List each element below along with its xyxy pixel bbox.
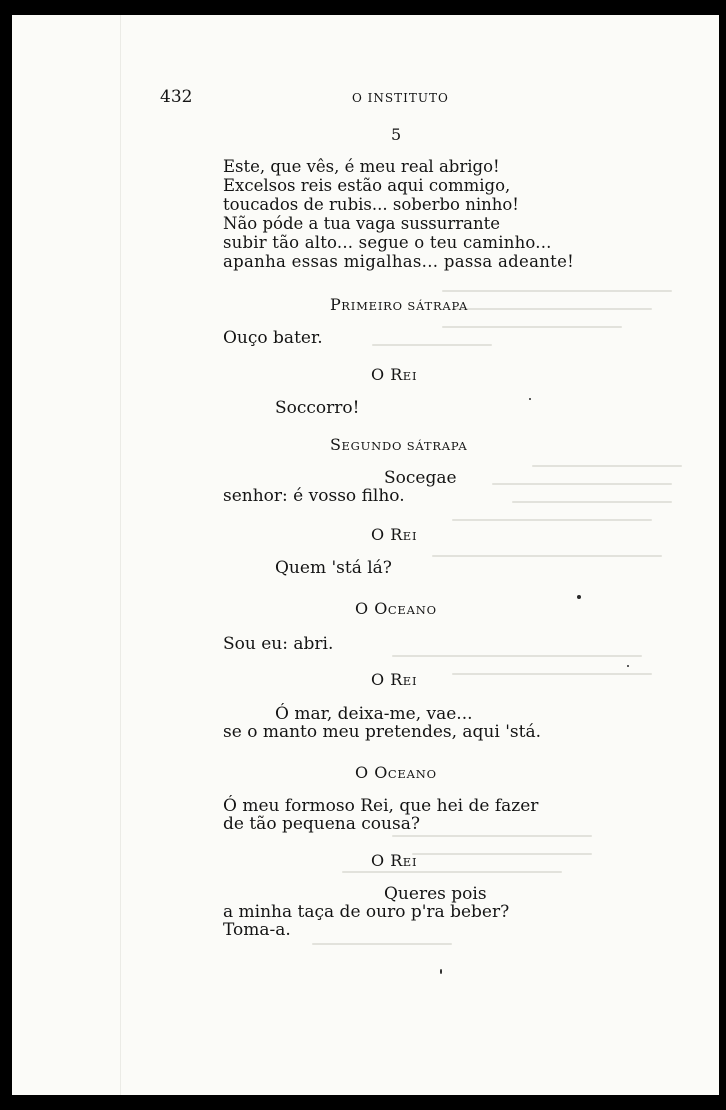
verse-line: apanha essas migalhas... passa adeante!	[223, 252, 575, 271]
speaker-initial: O R	[371, 670, 403, 689]
speaker-smallcaps: RIMEIRO SÁTRAPA	[341, 299, 469, 313]
bleed-through-mark	[512, 501, 672, 503]
dialogue-line: Toma-a.	[223, 920, 291, 940]
speaker-smallcaps: CEANO	[387, 767, 437, 781]
bleed-through-mark	[392, 835, 592, 837]
speaker-o-oceano	[355, 599, 437, 618]
ink-speck	[627, 665, 629, 667]
book-page	[12, 15, 719, 1095]
speaker-primeiro-satrapa	[330, 295, 468, 314]
bleed-through-mark	[442, 290, 672, 292]
ink-speck	[440, 969, 442, 974]
speaker-initial: S	[330, 435, 342, 454]
ink-speck	[529, 398, 531, 400]
page-gutter-shadow	[120, 15, 121, 1095]
speaker-segundo-satrapa	[330, 435, 467, 454]
speaker-smallcaps: EI	[402, 855, 418, 869]
dialogue-line: Socegae	[384, 468, 457, 488]
bleed-through-mark	[342, 871, 562, 873]
dialogue-line: Ó mar, deixa-me, vae...	[275, 704, 473, 724]
speaker-o-rei	[371, 525, 417, 544]
speaker-o-oceano	[355, 763, 437, 782]
dialogue-line: a minha taça de ouro p'ra beber?	[223, 902, 510, 922]
speaker-o-rei	[371, 851, 417, 870]
speaker-o-rei	[371, 670, 417, 689]
speaker-initial: O R	[371, 365, 403, 384]
dialogue-line: Quem 'stá lá?	[275, 558, 392, 578]
section-number: 5	[391, 125, 402, 144]
dialogue-line: Ouço bater.	[223, 328, 323, 348]
speaker-initial: O O	[355, 599, 388, 618]
speaker-initial: P	[330, 295, 342, 314]
dialogue-line: Ó meu formoso Rei, que hei de fazer	[223, 796, 539, 816]
bleed-through-mark	[452, 519, 652, 521]
dialogue-line: senhor: é vosso filho.	[223, 486, 405, 506]
bleed-through-mark	[312, 943, 452, 945]
bleed-through-mark	[392, 655, 642, 657]
dialogue-line: se o manto meu pretendes, aqui 'stá.	[223, 722, 541, 742]
verse-line: toucados de rubis... soberbo ninho!	[223, 195, 519, 214]
speaker-smallcaps: EI	[402, 529, 418, 543]
dialogue-line: Sou eu: abri.	[223, 634, 334, 654]
bleed-through-mark	[442, 326, 622, 328]
bleed-through-mark	[452, 308, 652, 310]
speaker-smallcaps: EI	[402, 369, 418, 383]
page-number: 432	[160, 87, 193, 107]
verse-line: Este, que vês, é meu real abrigo!	[223, 157, 500, 176]
dialogue-line: Queres pois	[384, 884, 487, 904]
speaker-smallcaps: EGUNDO SÁTRAPA	[341, 439, 468, 453]
bleed-through-mark	[452, 673, 652, 675]
speaker-o-rei	[371, 365, 417, 384]
verse-line: Não póde a tua vaga sussurrante	[223, 214, 501, 233]
running-head: O INSTITUTO	[352, 91, 449, 105]
bleed-through-mark	[412, 853, 592, 855]
dialogue-line: Soccorro!	[275, 398, 360, 418]
ink-speck	[577, 595, 581, 599]
speaker-initial: O O	[355, 763, 388, 782]
opening-stanza	[223, 157, 574, 271]
dialogue-line: de tão pequena cousa?	[223, 814, 420, 834]
speaker-smallcaps: EI	[402, 674, 418, 688]
bleed-through-mark	[492, 483, 672, 485]
verse-line: subir tão alto... segue o teu caminho...	[223, 233, 552, 252]
speaker-initial: O R	[371, 851, 403, 870]
verse-line: Excelsos reis estão aqui commigo,	[223, 176, 511, 195]
speaker-smallcaps: CEANO	[387, 603, 437, 617]
bleed-through-mark	[372, 344, 492, 346]
bleed-through-mark	[532, 465, 682, 467]
bleed-through-mark	[432, 555, 662, 557]
speaker-initial: O R	[371, 525, 403, 544]
